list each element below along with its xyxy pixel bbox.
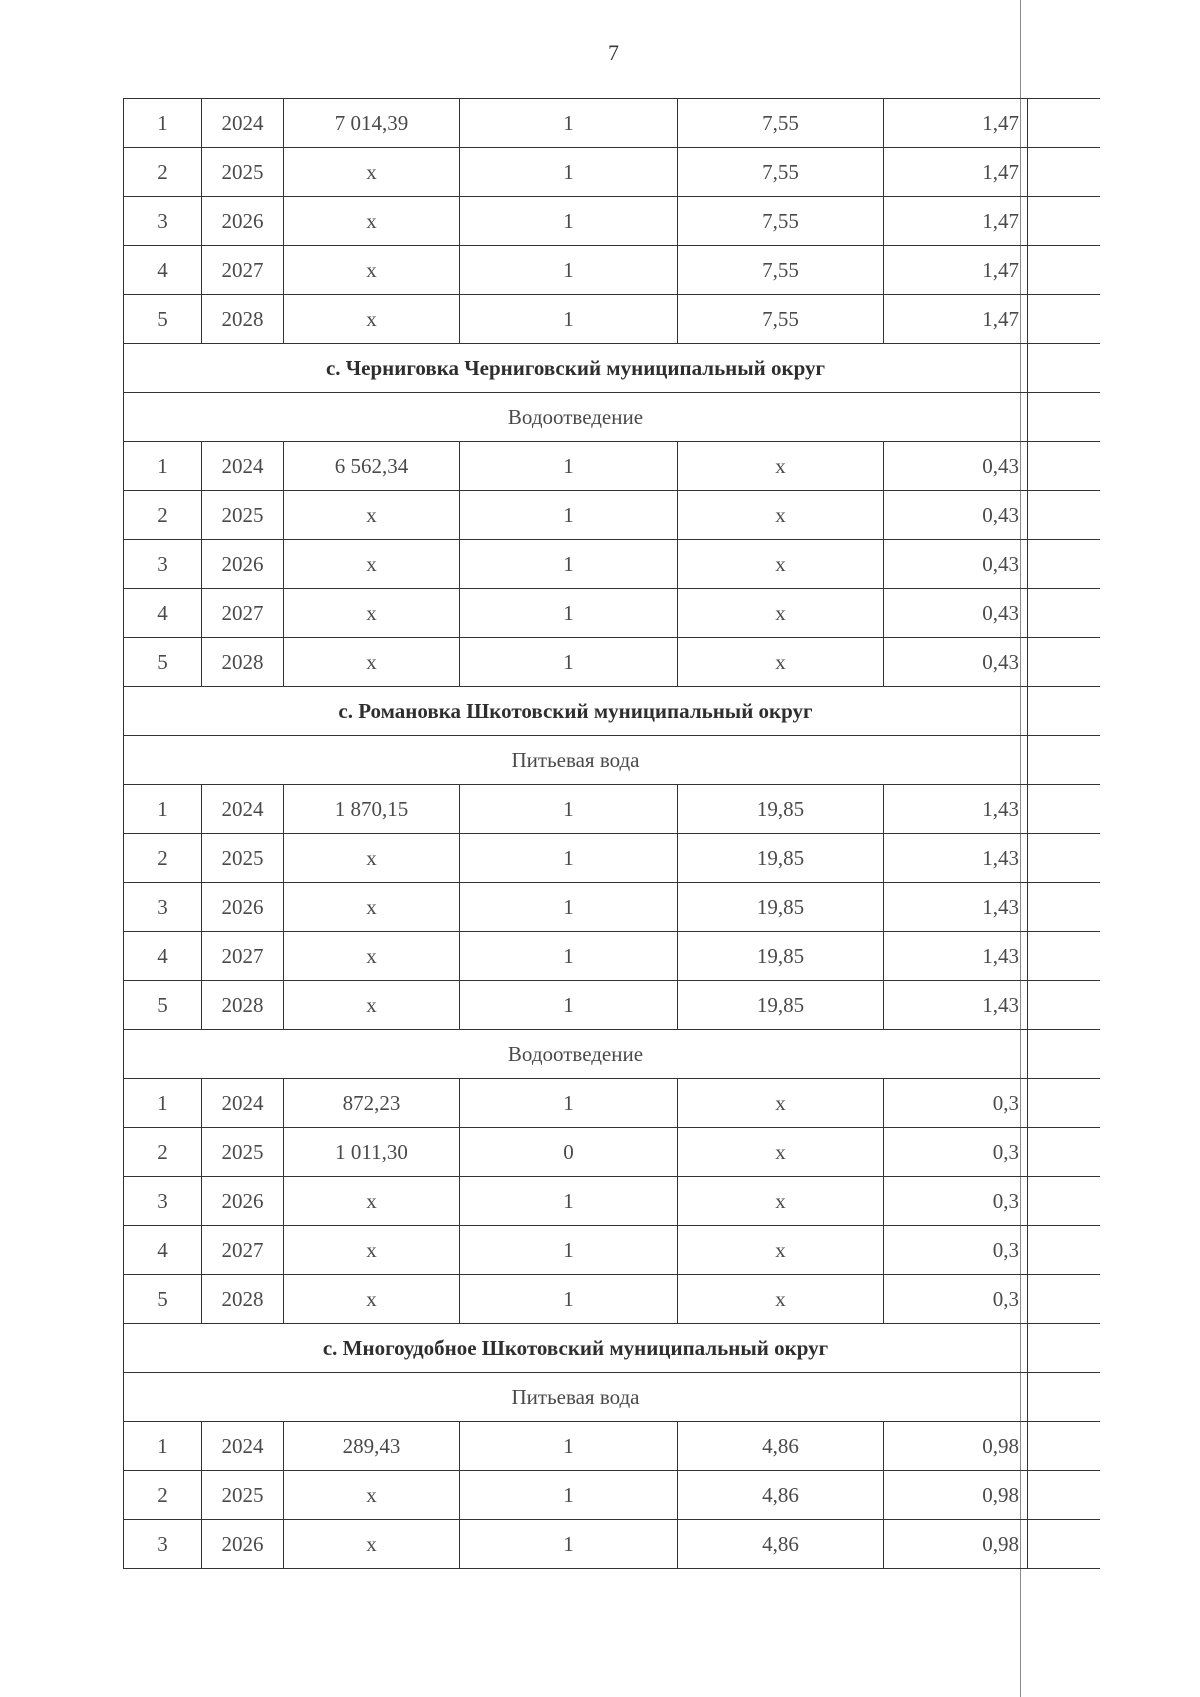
cell-row-number: 5: [124, 295, 202, 344]
blank-cell: [1028, 1030, 1100, 1079]
blank-cell: [1028, 638, 1100, 687]
cell-coefficient: 1: [460, 1520, 678, 1569]
blank-cell: [1028, 1324, 1100, 1373]
table-row: [124, 834, 1100, 883]
section-row: [124, 687, 1100, 736]
cell-rate: 0,3: [884, 1177, 1028, 1226]
cell-rate: 0,98: [884, 1520, 1028, 1569]
cell-row-number: 3: [124, 1177, 202, 1226]
cell-coefficient: 1: [460, 638, 678, 687]
cell-indicator: 19,85: [678, 785, 884, 834]
blank-cell: [1028, 785, 1100, 834]
cell-row-number: 5: [124, 981, 202, 1030]
cell-coefficient: 1: [460, 148, 678, 197]
blank-cell: [1028, 99, 1100, 148]
cell-row-number: 2: [124, 834, 202, 883]
cell-row-number: 3: [124, 540, 202, 589]
cell-indicator: x: [678, 442, 884, 491]
cell-row-number: 1: [124, 99, 202, 148]
subsection-row: [124, 736, 1100, 785]
cell-indicator: x: [678, 491, 884, 540]
cell-volume: x: [284, 1275, 460, 1324]
section-row: [124, 344, 1100, 393]
cell-rate: 0,43: [884, 638, 1028, 687]
cell-volume: x: [284, 1177, 460, 1226]
cell-coefficient: 1: [460, 785, 678, 834]
cell-row-number: 1: [124, 1422, 202, 1471]
cell-indicator: 7,55: [678, 148, 884, 197]
cell-indicator: 7,55: [678, 197, 884, 246]
cell-row-number: 2: [124, 1471, 202, 1520]
blank-cell: [1028, 932, 1100, 981]
cell-year: 2025: [202, 148, 284, 197]
blank-cell: [1028, 1471, 1100, 1520]
section-row: [124, 1324, 1100, 1373]
cell-coefficient: 1: [460, 1422, 678, 1471]
cell-indicator: 19,85: [678, 883, 884, 932]
table-body: [124, 99, 1100, 1569]
cell-indicator: 7,55: [678, 246, 884, 295]
cell-coefficient: 1: [460, 246, 678, 295]
cell-volume: x: [284, 638, 460, 687]
blank-cell: [1028, 197, 1100, 246]
cell-row-number: 3: [124, 883, 202, 932]
cell-volume: x: [284, 295, 460, 344]
cell-year: 2028: [202, 981, 284, 1030]
table-row: [124, 246, 1100, 295]
cell-rate: 1,43: [884, 932, 1028, 981]
cell-volume: 7 014,39: [284, 99, 460, 148]
cell-indicator: 7,55: [678, 295, 884, 344]
cell-indicator: x: [678, 1275, 884, 1324]
cell-row-number: 2: [124, 148, 202, 197]
cell-year: 2025: [202, 834, 284, 883]
cell-year: 2026: [202, 197, 284, 246]
cell-indicator: x: [678, 1226, 884, 1275]
blank-cell: [1028, 491, 1100, 540]
blank-cell: [1028, 393, 1100, 442]
cell-coefficient: 1: [460, 540, 678, 589]
blank-cell: [1028, 246, 1100, 295]
cell-rate: 0,3: [884, 1079, 1028, 1128]
cell-coefficient: 1: [460, 442, 678, 491]
table-row: [124, 1128, 1100, 1177]
cell-indicator: x: [678, 1128, 884, 1177]
blank-cell: [1028, 1079, 1100, 1128]
cell-volume: x: [284, 589, 460, 638]
cell-rate: 0,3: [884, 1275, 1028, 1324]
cell-indicator: x: [678, 1079, 884, 1128]
table-row: [124, 540, 1100, 589]
table-row: [124, 99, 1100, 148]
table-row: [124, 1275, 1100, 1324]
cell-coefficient: 1: [460, 1226, 678, 1275]
cell-year: 2027: [202, 1226, 284, 1275]
cell-coefficient: 1: [460, 932, 678, 981]
table-row: [124, 491, 1100, 540]
blank-cell: [1028, 540, 1100, 589]
blank-cell: [1028, 687, 1100, 736]
cell-volume: x: [284, 1226, 460, 1275]
cell-coefficient: 1: [460, 1275, 678, 1324]
cell-volume: x: [284, 1471, 460, 1520]
cell-year: 2026: [202, 1177, 284, 1226]
table-row: [124, 1422, 1100, 1471]
blank-cell: [1028, 1373, 1100, 1422]
cell-row-number: 1: [124, 442, 202, 491]
blank-cell: [1028, 1177, 1100, 1226]
blank-cell: [1028, 344, 1100, 393]
cell-coefficient: 1: [460, 99, 678, 148]
cell-indicator: 19,85: [678, 834, 884, 883]
cell-year: 2025: [202, 491, 284, 540]
cell-volume: x: [284, 540, 460, 589]
cell-year: 2028: [202, 295, 284, 344]
cell-rate: 1,47: [884, 246, 1028, 295]
cell-rate: 0,98: [884, 1422, 1028, 1471]
blank-cell: [1028, 1275, 1100, 1324]
section-title: с. Многоудобное Шкотовский муниципальный округ: [124, 1324, 1028, 1373]
subsection-title: Питьевая вода: [124, 736, 1028, 785]
cell-volume: x: [284, 246, 460, 295]
cell-rate: 1,43: [884, 981, 1028, 1030]
cell-year: 2028: [202, 1275, 284, 1324]
cell-row-number: 1: [124, 785, 202, 834]
cell-rate: 1,47: [884, 148, 1028, 197]
tariff-table: [123, 98, 1100, 1569]
subsection-title: Водоотведение: [124, 1030, 1028, 1079]
table-row: [124, 1177, 1100, 1226]
table-row: [124, 295, 1100, 344]
blank-cell: [1028, 442, 1100, 491]
blank-cell: [1028, 883, 1100, 932]
cell-row-number: 5: [124, 638, 202, 687]
cell-coefficient: 1: [460, 589, 678, 638]
cell-year: 2028: [202, 638, 284, 687]
cell-coefficient: 1: [460, 1079, 678, 1128]
cell-volume: x: [284, 932, 460, 981]
cell-indicator: x: [678, 540, 884, 589]
blank-cell: [1028, 1128, 1100, 1177]
cell-indicator: x: [678, 1177, 884, 1226]
cell-volume: 1 011,30: [284, 1128, 460, 1177]
blank-cell: [1028, 589, 1100, 638]
blank-cell: [1028, 295, 1100, 344]
cell-row-number: 3: [124, 1520, 202, 1569]
blank-cell: [1028, 148, 1100, 197]
cell-coefficient: 1: [460, 1177, 678, 1226]
cell-rate: 1,47: [884, 197, 1028, 246]
cell-year: 2024: [202, 1422, 284, 1471]
cell-volume: x: [284, 491, 460, 540]
table-row: [124, 932, 1100, 981]
cell-row-number: 2: [124, 1128, 202, 1177]
cell-volume: x: [284, 1520, 460, 1569]
cell-rate: 1,47: [884, 295, 1028, 344]
table-row: [124, 442, 1100, 491]
cell-indicator: 4,86: [678, 1520, 884, 1569]
table-row: [124, 638, 1100, 687]
blank-cell: [1028, 1226, 1100, 1275]
cell-coefficient: 1: [460, 834, 678, 883]
cell-year: 2026: [202, 1520, 284, 1569]
cell-row-number: 3: [124, 197, 202, 246]
cell-coefficient: 1: [460, 1471, 678, 1520]
table-row: [124, 589, 1100, 638]
cell-rate: 0,98: [884, 1471, 1028, 1520]
section-title: с. Романовка Шкотовский муниципальный округ: [124, 687, 1028, 736]
cell-volume: x: [284, 883, 460, 932]
cell-indicator: 4,86: [678, 1471, 884, 1520]
cell-year: 2027: [202, 932, 284, 981]
cell-year: 2026: [202, 540, 284, 589]
cell-rate: 0,43: [884, 540, 1028, 589]
blank-cell: [1028, 981, 1100, 1030]
cell-year: 2027: [202, 589, 284, 638]
cell-volume: x: [284, 197, 460, 246]
cell-rate: 0,3: [884, 1226, 1028, 1275]
cell-year: 2027: [202, 246, 284, 295]
table-row: [124, 785, 1100, 834]
subsection-row: [124, 393, 1100, 442]
cell-year: 2024: [202, 785, 284, 834]
cell-volume: 1 870,15: [284, 785, 460, 834]
cell-row-number: 1: [124, 1079, 202, 1128]
cell-year: 2025: [202, 1128, 284, 1177]
cell-year: 2024: [202, 1079, 284, 1128]
table-row: [124, 1471, 1100, 1520]
cell-row-number: 4: [124, 932, 202, 981]
cell-row-number: 4: [124, 589, 202, 638]
table-row: [124, 197, 1100, 246]
blank-cell: [1028, 736, 1100, 785]
cell-rate: 1,47: [884, 99, 1028, 148]
cell-volume: 872,23: [284, 1079, 460, 1128]
subsection-title: Водоотведение: [124, 393, 1028, 442]
table-row: [124, 883, 1100, 932]
cell-row-number: 4: [124, 246, 202, 295]
cell-rate: 0,43: [884, 589, 1028, 638]
cell-row-number: 4: [124, 1226, 202, 1275]
cell-rate: 0,3: [884, 1128, 1028, 1177]
cell-rate: 0,43: [884, 491, 1028, 540]
cell-indicator: x: [678, 589, 884, 638]
cell-year: 2025: [202, 1471, 284, 1520]
cell-volume: x: [284, 148, 460, 197]
blank-cell: [1028, 1422, 1100, 1471]
cell-coefficient: 1: [460, 883, 678, 932]
page-number: 7: [608, 40, 619, 65]
table-row: [124, 981, 1100, 1030]
cell-rate: 1,43: [884, 834, 1028, 883]
cell-year: 2024: [202, 442, 284, 491]
cell-coefficient: 1: [460, 197, 678, 246]
cell-row-number: 5: [124, 1275, 202, 1324]
table-row: [124, 1079, 1100, 1128]
cell-indicator: 7,55: [678, 99, 884, 148]
cell-indicator: x: [678, 638, 884, 687]
subsection-row: [124, 1373, 1100, 1422]
cell-coefficient: 1: [460, 295, 678, 344]
cell-row-number: 2: [124, 491, 202, 540]
blank-cell: [1028, 1520, 1100, 1569]
cell-volume: x: [284, 981, 460, 1030]
cell-indicator: 4,86: [678, 1422, 884, 1471]
cell-volume: 6 562,34: [284, 442, 460, 491]
cell-indicator: 19,85: [678, 932, 884, 981]
subsection-row: [124, 1030, 1100, 1079]
table-row: [124, 1520, 1100, 1569]
table-row: [124, 1226, 1100, 1275]
cell-year: 2026: [202, 883, 284, 932]
blank-cell: [1028, 834, 1100, 883]
cell-volume: x: [284, 834, 460, 883]
cell-year: 2024: [202, 99, 284, 148]
cell-coefficient: 1: [460, 491, 678, 540]
section-title: с. Черниговка Черниговский муниципальный округ: [124, 344, 1028, 393]
cell-coefficient: 1: [460, 981, 678, 1030]
cell-rate: 1,43: [884, 785, 1028, 834]
cell-rate: 1,43: [884, 883, 1028, 932]
cell-rate: 0,43: [884, 442, 1028, 491]
cell-volume: 289,43: [284, 1422, 460, 1471]
table-row: [124, 148, 1100, 197]
subsection-title: Питьевая вода: [124, 1373, 1028, 1422]
cell-indicator: 19,85: [678, 981, 884, 1030]
cell-coefficient: 0: [460, 1128, 678, 1177]
